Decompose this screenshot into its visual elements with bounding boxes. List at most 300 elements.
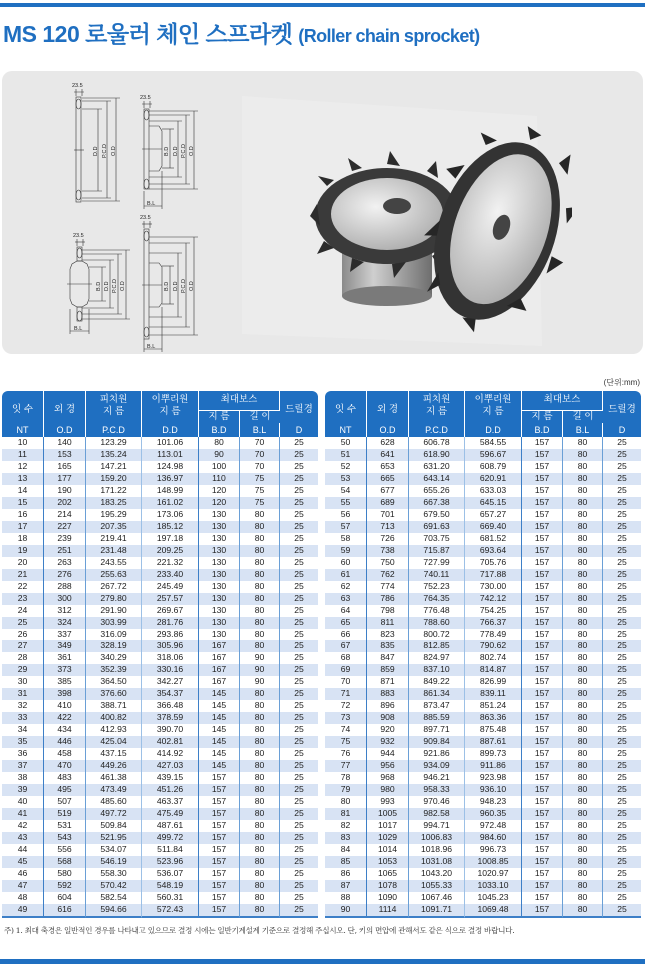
table-row — [2, 617, 318, 629]
cell-outer-diameter: 483 — [44, 772, 86, 784]
cell-pitch-circle-diameter: 425.04 — [86, 736, 142, 748]
svg-text:O.D: O.D — [111, 146, 117, 156]
sprocket-photo — [242, 76, 572, 346]
cell-teeth-count: 21 — [2, 569, 44, 581]
cell-teeth-count: 30 — [2, 676, 44, 688]
cell-pitch-circle-diameter: 497.72 — [86, 808, 142, 820]
cell-root-diameter: 113.01 — [142, 449, 199, 461]
cell-boss-length: 80 — [563, 485, 603, 497]
cell-drill-diameter: 25 — [603, 808, 641, 820]
table-row — [325, 557, 641, 569]
cell-pitch-circle-diameter: 946.21 — [409, 772, 465, 784]
cell-boss-diameter: 157 — [522, 784, 563, 796]
cell-root-diameter: 173.06 — [142, 509, 199, 521]
cell-teeth-count: 29 — [2, 664, 44, 676]
cell-boss-length: 75 — [240, 473, 280, 485]
table-row — [2, 736, 318, 748]
bottom-accent-bar — [0, 959, 645, 964]
cell-pitch-circle-diameter: 606.78 — [409, 437, 465, 449]
cell-root-diameter: 960.35 — [465, 808, 522, 820]
cell-outer-diameter: 920 — [367, 724, 409, 736]
cell-pitch-circle-diameter: 921.86 — [409, 748, 465, 760]
cell-outer-diameter: 980 — [367, 784, 409, 796]
cell-drill-diameter: 25 — [617, 843, 627, 854]
header-dd-en: D.D — [142, 423, 199, 437]
cell-boss-length: 80 — [563, 868, 603, 880]
table-row — [2, 808, 318, 820]
table-row — [2, 868, 318, 880]
cell-root-diameter: 487.61 — [142, 820, 199, 832]
cell-outer-diameter: 968 — [367, 772, 409, 784]
header-pcd-ko: 피치원 지 름 — [86, 391, 142, 423]
cell-outer-diameter: 422 — [44, 712, 86, 724]
cell-drill-diameter: 25 — [603, 497, 641, 509]
cell-boss-length: 90 — [240, 652, 280, 664]
cell-outer-diameter: 373 — [44, 664, 86, 676]
cell-root-diameter: 814.87 — [465, 664, 522, 676]
cell-teeth-count: 50 — [325, 437, 367, 449]
cell-teeth-count: 66 — [325, 629, 367, 641]
cell-drill-diameter: 25 — [280, 664, 318, 676]
cell-outer-diameter: 908 — [367, 712, 409, 724]
table-row — [325, 617, 641, 629]
cell-outer-diameter: 628 — [367, 437, 409, 449]
cell-drill-diameter: 25 — [294, 867, 304, 878]
cell-root-diameter: 342.27 — [142, 676, 199, 688]
cell-teeth-count: 78 — [325, 772, 367, 784]
cell-drill-diameter: 25 — [603, 617, 641, 629]
table-row — [2, 700, 318, 712]
cell-drill-diameter: 25 — [294, 628, 304, 639]
cell-teeth-count: 35 — [2, 736, 44, 748]
table-row — [2, 772, 318, 784]
cell-drill-diameter: 25 — [280, 473, 318, 485]
cell-drill-diameter: 25 — [294, 820, 304, 830]
cell-boss-diameter: 157 — [522, 497, 563, 509]
table-row — [325, 676, 641, 688]
cell-pitch-circle-diameter: 691.63 — [409, 521, 465, 533]
cell-outer-diameter: 896 — [367, 700, 409, 712]
table-row — [2, 724, 318, 736]
table-row — [325, 760, 641, 772]
cell-pitch-circle-diameter: 982.58 — [409, 808, 465, 820]
cell-boss-length: 80 — [563, 784, 603, 796]
cell-boss-diameter: 157 — [522, 832, 563, 844]
header-bd-ko: 지 름 — [199, 410, 240, 423]
cell-teeth-count: 87 — [325, 880, 367, 892]
cell-teeth-count: 58 — [325, 533, 367, 545]
cell-outer-diameter: 1114 — [367, 904, 409, 918]
cell-teeth-count: 12 — [2, 461, 44, 473]
cell-teeth-count: 37 — [2, 760, 44, 772]
cell-root-diameter: 657.27 — [465, 509, 522, 521]
table-row — [2, 676, 318, 688]
cell-outer-diameter: 312 — [44, 605, 86, 617]
cell-outer-diameter: 871 — [367, 676, 409, 688]
svg-text:O.D: O.D — [189, 281, 195, 291]
cell-boss-length: 80 — [240, 557, 280, 569]
table-row — [2, 748, 318, 760]
cell-boss-length: 80 — [240, 808, 280, 820]
cell-pitch-circle-diameter: 219.41 — [86, 533, 142, 545]
cell-boss-diameter: 157 — [522, 676, 563, 688]
cell-boss-diameter: 157 — [522, 736, 563, 748]
cell-root-diameter: 148.99 — [142, 485, 199, 497]
cell-boss-diameter: 145 — [199, 760, 240, 772]
cell-root-diameter: 548.19 — [142, 880, 199, 892]
cell-boss-length: 80 — [563, 820, 603, 832]
cell-boss-length: 80 — [563, 772, 603, 784]
cell-outer-diameter: 713 — [367, 521, 409, 533]
cell-pitch-circle-diameter: 328.19 — [86, 640, 142, 652]
cell-teeth-count: 23 — [2, 593, 44, 605]
cell-pitch-circle-diameter: 1031.08 — [409, 856, 465, 868]
cell-boss-length: 70 — [240, 461, 280, 473]
cell-boss-length: 80 — [240, 593, 280, 605]
table-row — [325, 449, 641, 461]
cell-pitch-circle-diameter: 159.20 — [86, 473, 142, 485]
table-row — [325, 497, 641, 509]
cell-boss-diameter: 145 — [199, 736, 240, 748]
cell-boss-length: 80 — [563, 760, 603, 772]
cell-outer-diameter: 140 — [44, 437, 86, 449]
cell-outer-diameter: 1053 — [367, 856, 409, 868]
cell-root-diameter: 257.57 — [142, 593, 199, 605]
cell-outer-diameter: 932 — [367, 736, 409, 748]
cell-boss-length: 80 — [563, 880, 603, 892]
header-bd-en: B.D — [199, 423, 240, 437]
cell-boss-diameter: 130 — [199, 581, 240, 593]
cell-root-diameter: 330.16 — [142, 664, 199, 676]
cell-outer-diameter: 726 — [367, 533, 409, 545]
cell-pitch-circle-diameter: 885.59 — [409, 712, 465, 724]
header-boss-ko: 최대보스 — [522, 391, 603, 410]
cell-outer-diameter: 993 — [367, 796, 409, 808]
cell-teeth-count: 83 — [325, 832, 367, 844]
cell-drill-diameter: 25 — [280, 640, 318, 652]
cell-outer-diameter: 883 — [367, 688, 409, 700]
cell-boss-length: 80 — [563, 593, 603, 605]
header-drill-ko: 드릴경 — [603, 391, 641, 423]
cell-boss-diameter: 157 — [522, 449, 563, 461]
header-dd-en: D.D — [465, 423, 522, 437]
cell-boss-length: 80 — [240, 617, 280, 629]
cell-outer-diameter: 495 — [44, 784, 86, 796]
cell-pitch-circle-diameter: 291.90 — [86, 605, 142, 617]
cell-boss-diameter: 157 — [522, 760, 563, 772]
cell-boss-length: 80 — [240, 772, 280, 784]
cell-boss-length: 80 — [563, 856, 603, 868]
cell-root-diameter: 1008.85 — [465, 856, 522, 868]
cell-boss-length: 80 — [240, 724, 280, 736]
cell-drill-diameter: 25 — [294, 460, 304, 471]
header-dd-ko: 이뿌리원 지 름 — [465, 391, 522, 423]
cell-pitch-circle-diameter: 376.60 — [86, 688, 142, 700]
cell-drill-diameter: 25 — [280, 712, 318, 724]
cell-teeth-count: 69 — [325, 664, 367, 676]
cell-boss-length: 80 — [563, 844, 603, 856]
cell-outer-diameter: 239 — [44, 533, 86, 545]
cell-root-diameter: 875.48 — [465, 724, 522, 736]
cell-teeth-count: 79 — [325, 784, 367, 796]
cell-boss-length: 80 — [240, 784, 280, 796]
table-row — [2, 557, 318, 569]
cell-pitch-circle-diameter: 824.97 — [409, 652, 465, 664]
cell-outer-diameter: 835 — [367, 640, 409, 652]
table-row — [325, 437, 641, 449]
cell-boss-length: 80 — [563, 640, 603, 652]
header-pcd-en: P.C.D — [86, 423, 142, 437]
svg-text:B.L: B.L — [74, 326, 83, 332]
table-row — [325, 748, 641, 760]
cell-outer-diameter: 701 — [367, 509, 409, 521]
cell-root-diameter: 536.07 — [142, 868, 199, 880]
table-row — [325, 473, 641, 485]
cell-drill-diameter: 25 — [294, 556, 304, 567]
cell-teeth-count: 76 — [325, 748, 367, 760]
cell-boss-diameter: 157 — [199, 856, 240, 868]
cell-teeth-count: 62 — [325, 581, 367, 593]
cell-pitch-circle-diameter: 135.24 — [86, 449, 142, 461]
table-row — [2, 593, 318, 605]
cell-boss-diameter: 130 — [199, 593, 240, 605]
cell-boss-diameter: 157 — [522, 820, 563, 832]
svg-text:B.L: B.L — [147, 201, 156, 207]
cell-root-diameter: 911.86 — [465, 760, 522, 772]
cell-boss-diameter: 157 — [199, 772, 240, 784]
cell-pitch-circle-diameter: 594.66 — [86, 904, 142, 918]
cell-drill-diameter: 25 — [280, 856, 318, 868]
cell-teeth-count: 59 — [325, 545, 367, 557]
cell-outer-diameter: 177 — [44, 473, 86, 485]
cell-root-diameter: 221.32 — [142, 557, 199, 569]
table-row — [325, 545, 641, 557]
cell-teeth-count: 10 — [2, 437, 44, 449]
cell-drill-diameter: 25 — [617, 580, 627, 591]
cell-root-diameter: 305.96 — [142, 640, 199, 652]
cell-teeth-count: 28 — [2, 652, 44, 664]
cell-root-diameter: 354.37 — [142, 688, 199, 700]
cell-teeth-count: 74 — [325, 724, 367, 736]
cell-boss-length: 80 — [240, 581, 280, 593]
cell-teeth-count: 48 — [2, 892, 44, 904]
cell-boss-length: 80 — [563, 581, 603, 593]
cell-outer-diameter: 385 — [44, 676, 86, 688]
cell-root-diameter: 523.96 — [142, 856, 199, 868]
cell-boss-diameter: 157 — [522, 844, 563, 856]
cell-pitch-circle-diameter: 231.48 — [86, 545, 142, 557]
cell-outer-diameter: 568 — [44, 856, 86, 868]
cell-root-diameter: 972.48 — [465, 820, 522, 832]
cell-boss-length: 90 — [240, 676, 280, 688]
cell-boss-diameter: 167 — [199, 652, 240, 664]
cell-drill-diameter: 25 — [603, 473, 641, 485]
svg-text:23.5: 23.5 — [140, 215, 151, 221]
cell-outer-diameter: 434 — [44, 724, 86, 736]
cell-teeth-count: 20 — [2, 557, 44, 569]
cell-root-diameter: 185.12 — [142, 521, 199, 533]
cell-root-diameter: 742.12 — [465, 593, 522, 605]
cell-pitch-circle-diameter: 715.87 — [409, 545, 465, 557]
header-pcd-en: P.C.D — [409, 423, 465, 437]
cell-teeth-count: 65 — [325, 617, 367, 629]
table-row — [2, 533, 318, 545]
cell-outer-diameter: 349 — [44, 640, 86, 652]
table-row — [2, 844, 318, 856]
header-drill-en: D — [603, 423, 641, 437]
cell-root-diameter: 281.76 — [142, 617, 199, 629]
svg-text:D.D: D.D — [173, 146, 179, 156]
cell-boss-length: 80 — [563, 629, 603, 641]
cell-boss-length: 80 — [240, 688, 280, 700]
cell-pitch-circle-diameter: 400.82 — [86, 712, 142, 724]
cell-pitch-circle-diameter: 667.38 — [409, 497, 465, 509]
cell-drill-diameter: 25 — [603, 736, 641, 748]
cell-outer-diameter: 190 — [44, 485, 86, 497]
table-row — [325, 629, 641, 641]
cell-outer-diameter: 288 — [44, 581, 86, 593]
cell-drill-diameter: 25 — [294, 700, 304, 711]
table-row — [2, 521, 318, 533]
svg-text:D.D: D.D — [173, 281, 179, 291]
table-row — [325, 605, 641, 617]
cell-boss-length: 80 — [240, 820, 280, 832]
cell-teeth-count: 85 — [325, 856, 367, 868]
cell-pitch-circle-diameter: 752.23 — [409, 581, 465, 593]
table-row — [325, 593, 641, 605]
cell-boss-diameter: 157 — [199, 832, 240, 844]
cell-teeth-count: 56 — [325, 509, 367, 521]
cell-boss-length: 75 — [240, 485, 280, 497]
table-row — [325, 832, 641, 844]
cell-boss-length: 80 — [240, 760, 280, 772]
cell-teeth-count: 67 — [325, 640, 367, 652]
table-row — [325, 736, 641, 748]
spec-table-right-body — [325, 437, 641, 918]
cell-boss-diameter: 167 — [199, 640, 240, 652]
cell-outer-diameter: 227 — [44, 521, 86, 533]
cell-drill-diameter: 25 — [294, 437, 304, 447]
cell-root-diameter: 572.43 — [142, 904, 199, 918]
cell-pitch-circle-diameter: 147.21 — [86, 461, 142, 473]
cell-root-diameter: 233.40 — [142, 569, 199, 581]
cell-boss-length: 80 — [240, 844, 280, 856]
header-nt-ko: 잇 수 — [2, 391, 44, 423]
cell-outer-diameter: 263 — [44, 557, 86, 569]
cell-boss-length: 80 — [240, 712, 280, 724]
cell-teeth-count: 57 — [325, 521, 367, 533]
svg-text:23.5: 23.5 — [140, 95, 151, 101]
cell-outer-diameter: 847 — [367, 652, 409, 664]
cell-drill-diameter: 25 — [294, 484, 304, 495]
cell-drill-diameter: 25 — [617, 724, 627, 735]
cell-drill-diameter: 25 — [603, 593, 641, 605]
table-row — [325, 796, 641, 808]
cell-root-diameter: 826.99 — [465, 676, 522, 688]
cell-root-diameter: 633.03 — [465, 485, 522, 497]
cell-root-diameter: 366.48 — [142, 700, 199, 712]
cell-pitch-circle-diameter: 449.26 — [86, 760, 142, 772]
cell-teeth-count: 46 — [2, 868, 44, 880]
cell-boss-length: 80 — [240, 533, 280, 545]
cell-root-diameter: 269.67 — [142, 605, 199, 617]
cell-boss-length: 75 — [240, 497, 280, 509]
cell-boss-diameter: 157 — [522, 880, 563, 892]
cell-outer-diameter: 165 — [44, 461, 86, 473]
table-row — [2, 688, 318, 700]
cell-drill-diameter: 25 — [603, 832, 641, 844]
cell-pitch-circle-diameter: 800.72 — [409, 629, 465, 641]
cell-boss-length: 80 — [563, 473, 603, 485]
cell-boss-diameter: 157 — [522, 892, 563, 904]
cell-boss-length: 80 — [240, 509, 280, 521]
cell-pitch-circle-diameter: 279.80 — [86, 593, 142, 605]
cell-boss-diameter: 157 — [522, 748, 563, 760]
cell-drill-diameter: 25 — [280, 569, 318, 581]
cell-root-diameter: 620.91 — [465, 473, 522, 485]
cell-teeth-count: 44 — [2, 844, 44, 856]
cell-boss-length: 80 — [563, 569, 603, 581]
cell-pitch-circle-diameter: 364.50 — [86, 676, 142, 688]
cell-pitch-circle-diameter: 123.29 — [86, 437, 142, 449]
table-row — [325, 856, 641, 868]
spec-table-left — [2, 391, 318, 918]
table-row — [325, 581, 641, 593]
cell-pitch-circle-diameter: 1067.46 — [409, 892, 465, 904]
cell-root-diameter: 705.76 — [465, 557, 522, 569]
cell-drill-diameter: 25 — [617, 796, 627, 807]
cell-drill-diameter: 25 — [617, 867, 627, 878]
cell-pitch-circle-diameter: 1043.20 — [409, 868, 465, 880]
cell-root-diameter: 560.31 — [142, 892, 199, 904]
cell-boss-length: 80 — [563, 461, 603, 473]
cell-boss-length: 80 — [563, 712, 603, 724]
cell-outer-diameter: 1029 — [367, 832, 409, 844]
cell-pitch-circle-diameter: 171.22 — [86, 485, 142, 497]
cell-drill-diameter: 25 — [617, 891, 627, 902]
cell-pitch-circle-diameter: 618.90 — [409, 449, 465, 461]
cell-drill-diameter: 25 — [617, 820, 627, 830]
cell-root-diameter: 936.10 — [465, 784, 522, 796]
cell-pitch-circle-diameter: 788.60 — [409, 617, 465, 629]
cell-teeth-count: 73 — [325, 712, 367, 724]
cell-boss-diameter: 157 — [522, 629, 563, 641]
cell-drill-diameter: 25 — [294, 772, 304, 783]
cell-boss-diameter: 90 — [199, 449, 240, 461]
cell-root-diameter: 596.67 — [465, 449, 522, 461]
cell-drill-diameter: 25 — [617, 508, 627, 519]
cell-pitch-circle-diameter: 352.39 — [86, 664, 142, 676]
cell-boss-length: 80 — [240, 880, 280, 892]
cell-drill-diameter: 25 — [280, 497, 318, 509]
cell-teeth-count: 42 — [2, 820, 44, 832]
cell-root-diameter: 693.64 — [465, 545, 522, 557]
cell-teeth-count: 16 — [2, 509, 44, 521]
cell-outer-diameter: 398 — [44, 688, 86, 700]
dimension-diagrams — [62, 71, 252, 354]
cell-drill-diameter: 25 — [603, 856, 641, 868]
cell-pitch-circle-diameter: 509.84 — [86, 820, 142, 832]
cell-boss-diameter: 130 — [199, 605, 240, 617]
cell-teeth-count: 18 — [2, 533, 44, 545]
cell-pitch-circle-diameter: 861.34 — [409, 688, 465, 700]
cell-boss-diameter: 157 — [522, 724, 563, 736]
cell-root-diameter: 378.59 — [142, 712, 199, 724]
cell-boss-diameter: 157 — [522, 533, 563, 545]
table-row — [325, 772, 641, 784]
table-row — [325, 904, 641, 918]
cell-boss-diameter: 167 — [199, 676, 240, 688]
